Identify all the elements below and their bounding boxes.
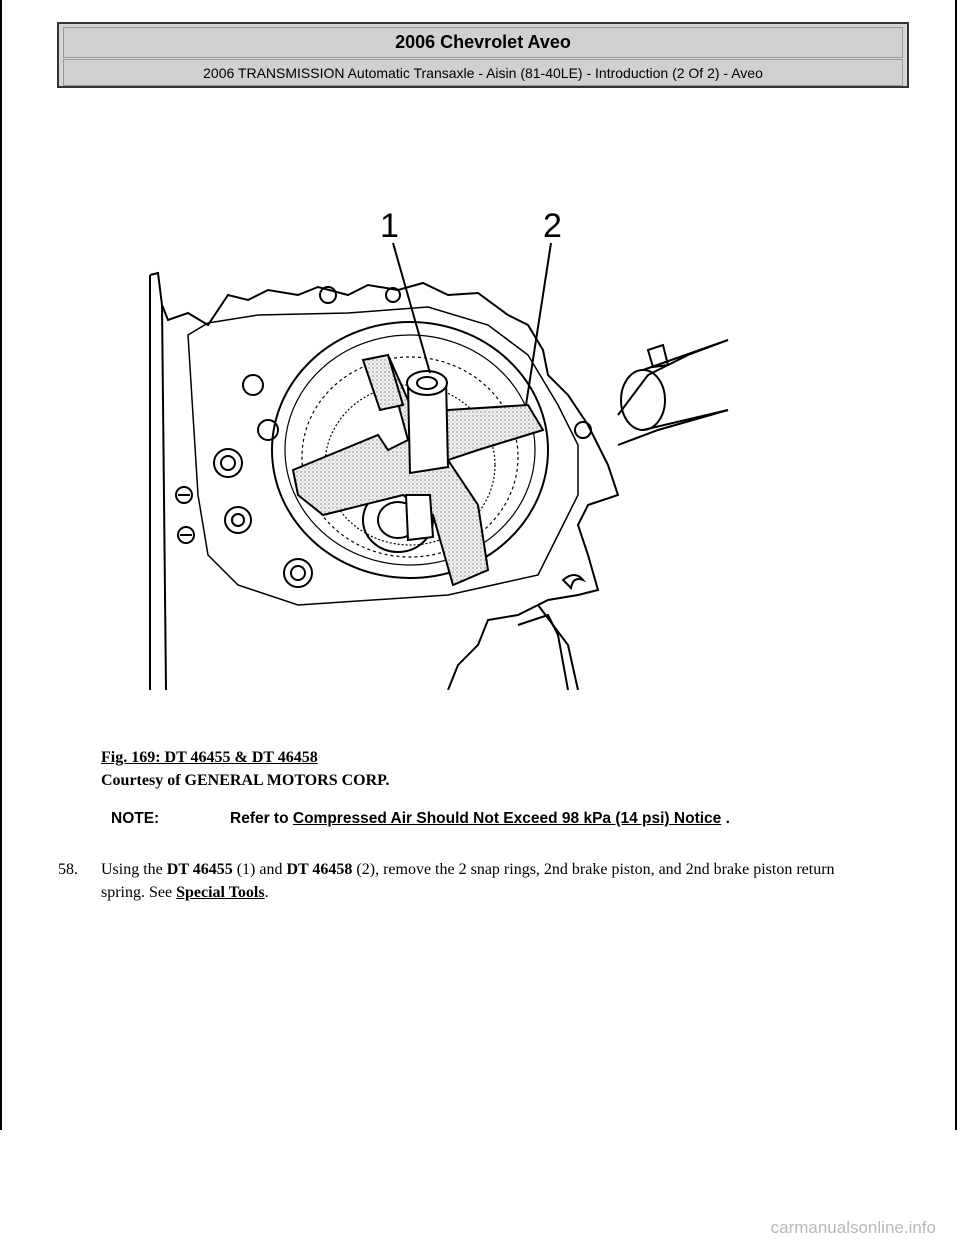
header-title: 2006 Chevrolet Aveo [63, 27, 903, 58]
header-subtitle: 2006 TRANSMISSION Automatic Transaxle - Aisin (81-40LE) - Introduction (2 Of 2) - Aveo [63, 59, 903, 86]
transaxle-tool-drawing [148, 195, 740, 690]
tool-dt-46455: DT 46455 [166, 861, 233, 878]
step-text-part: Using the [101, 861, 167, 878]
note-block [111, 810, 871, 828]
note-body [230, 810, 730, 828]
figure-illustration [148, 195, 740, 690]
compressed-air-notice-link[interactable]: Compressed Air Should Not Exceed 98 kPa (14 psi) Notice [292, 810, 722, 827]
note-suffix: . [721, 810, 730, 827]
step-text [101, 858, 878, 904]
step-text-part: (1) and [232, 861, 287, 878]
callout-1: 1 [380, 207, 399, 245]
note-label: NOTE: [111, 810, 160, 827]
site-watermark: carmanualsonline.info [770, 1218, 936, 1237]
figure-caption [101, 746, 801, 792]
step-number: 58. [58, 861, 78, 878]
step-text-part: (2), remove the 2 snap rings, 2nd brake piston, and 2nd brake piston return spring. See [101, 861, 835, 901]
figure-courtesy: Courtesy of GENERAL MOTORS CORP. [101, 772, 390, 789]
step-text-part: . [264, 884, 269, 901]
document-header [57, 22, 909, 88]
callout-2: 2 [543, 207, 562, 245]
note-prefix: Refer to [230, 810, 289, 827]
procedure-step [58, 858, 878, 904]
tool-dt-46458: DT 46458 [286, 861, 353, 878]
special-tools-link[interactable]: Special Tools [176, 884, 265, 901]
figure-reference: Fig. 169: DT 46455 & DT 46458 [101, 749, 318, 766]
